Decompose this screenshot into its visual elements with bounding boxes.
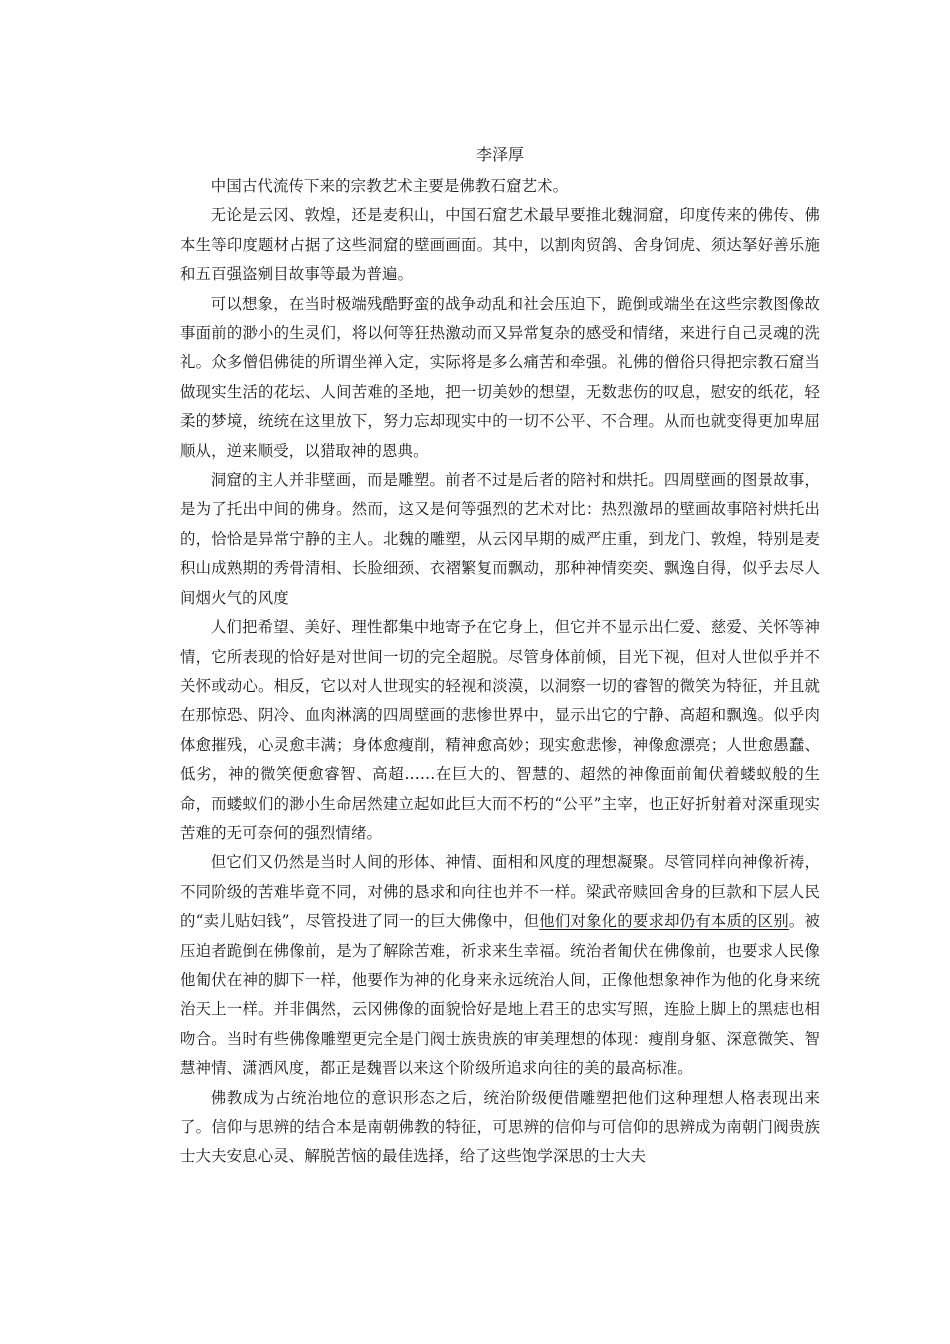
paragraph-6-before: 但它们又仍然是当时人间的形体、神情、面相和风度的理想凝聚。尽管同样向神像祈祷，不同阶级的苦难毕竟不同，对佛的恳求和向往也并不一样。梁武帝赎回舍身的巨款和下层人民的“卖儿贴妇钱”，尽管投进了同一的巨大佛像中，但 [180, 853, 820, 931]
paragraph-6 [180, 848, 820, 1083]
document-page [180, 140, 820, 1172]
paragraph-4: 洞窟的主人并非壁画，而是雕塑。前者不过是后者的陪衬和烘托。四周壁画的图景故事，是为了托出中间的佛身。然而，这又是何等强烈的艺术对比：热烈激昂的壁画故事陪衬烘托出的，恰恰是异常宁静的主人。北魏的雕塑，从云冈早期的威严庄重，到龙门、敦煌，特别是麦积山成熟期的秀骨清相、长脸细颈、衣褶繁复而飘动，那种神情奕奕、飘逸自得，似乎去尽人间烟火气的风度 [180, 471, 820, 607]
paragraph-2: 无论是云冈、敦煌，还是麦积山，中国石窟艺术最早要推北魏洞窟，印度传来的佛传、佛本生等印度题材占据了这些洞窟的壁画画面。其中，以割肉贸鸽、舍身饲虎、须达拏好善乐施和五百强盗剜目故事等最为普遍。 [180, 206, 820, 284]
underlined-phrase: 他们对象化的要求却仍有本质的区别 [539, 912, 789, 931]
paragraph-7: 佛教成为占统治地位的意识形态之后，统治阶级便借雕塑把他们这种理想人格表现出来了。信仰与思辨的结合本是南朝佛教的特征，可思辨的信仰与可信仰的思辨成为南朝门阀贵族士大夫安息心灵、解脱苦恼的最佳选择，给了这些饱学深思的士大夫 [180, 1088, 820, 1166]
paragraph-5: 人们把希望、美好、理性都集中地寄予在它身上，但它并不显示出仁爱、慈爱、关怀等神情，它所表现的恰好是对世间一切的完全超脱。尽管身体前倾，目光下视，但对人世似乎并不关怀或动心。相反，它以对人世现实的轻视和淡漠，以洞察一切的睿智的微笑为特征，并且就在那惊恐、阴冷、血肉淋漓的四周壁画的悲惨世界中，显示出它的宁静、高超和飘逸。似乎肉体愈摧残，心灵愈丰满；身体愈瘦削，精神愈高妙；现实愈悲惨，神像愈漂亮；人世愈愚蠢、低劣，神的微笑便愈睿智、高超……在巨大的、智慧的、超然的神像面前匍伏着蝼蚁般的生命，而蝼蚁们的渺小生命居然建立起如此巨大而不朽的“公平”主宰，也正好折射着对深重现实苦难的无可奈何的强烈情绪。 [180, 618, 820, 842]
paragraph-1: 中国古代流传下来的宗教艺术主要是佛教石窟艺术。 [210, 177, 569, 195]
author-name: 李泽厚 [475, 145, 524, 164]
paragraph-3: 可以想象，在当时极端残酷野蛮的战争动乱和社会压迫下，跪倒或端坐在这些宗教图像故事面前的渺小的生灵们，将以何等狂热激动而又异常复杂的感受和情绪，来进行自己灵魂的洗礼。众多僧侣佛徒的所谓坐禅入定，实际将是多么痛苦和牵强。礼佛的僧俗只得把宗教石窟当做现实生活的花坛、人间苦难的圣地，把一切美妙的想望，无数悲伤的叹息，慰安的纸花，轻柔的梦境，统统在这里放下，努力忘却现实中的一切不公平、不合理。从而也就变得更加卑屈顺从，逆来顺受，以猎取神的恩典。 [180, 294, 820, 460]
paragraph-6-after: 。被压迫者跪倒在佛像前，是为了解除苦难，祈求来生幸福。统治者匍伏在佛像前，也要求人民像他匍伏在神的脚下一样，他要作为神的化身来永远统治人间，正像他想象神作为他的化身来统治天上一样。并非偶然，云冈佛像的面貌恰好是地上君王的忠实写照，连脸上脚上的黑痣也相吻合。当时有些佛像雕塑更完全是门阀士族贵族的审美理想的体现：瘦削身躯、深意微笑、智慧神情、潇洒风度，都正是魏晋以来这个阶级所追求向往的美的最高标准。 [180, 912, 820, 1078]
